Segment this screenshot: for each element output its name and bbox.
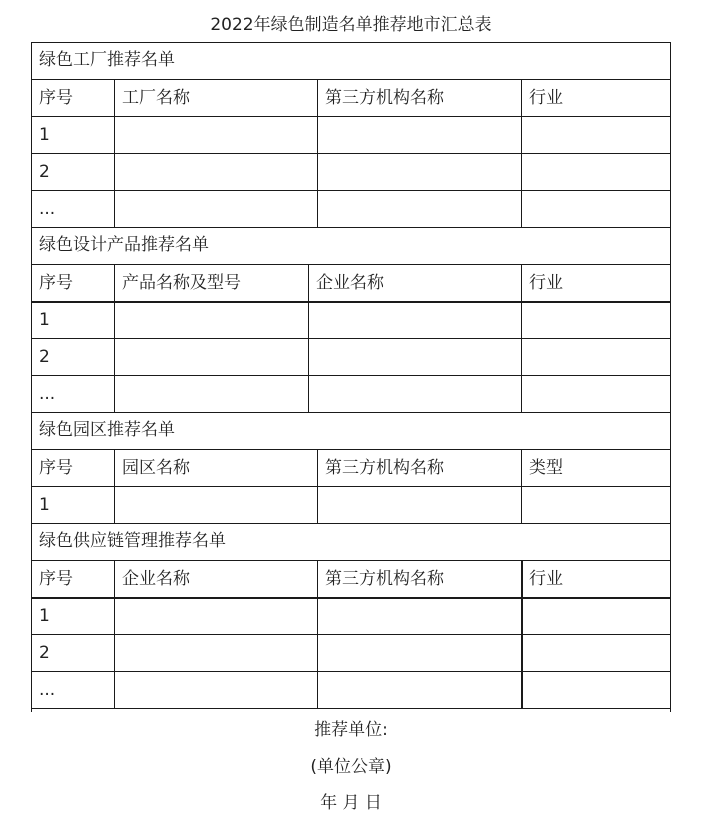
row-divider bbox=[31, 634, 671, 635]
official-seal-label: (单位公章) bbox=[310, 757, 392, 777]
row-divider bbox=[31, 412, 671, 413]
row-divider bbox=[31, 449, 671, 450]
column-header-serial: 序号 bbox=[39, 569, 73, 589]
column-divider bbox=[521, 449, 522, 523]
column-divider bbox=[521, 79, 522, 227]
table-cell-serial: ... bbox=[39, 199, 56, 219]
section-heading: 绿色园区推荐名单 bbox=[39, 420, 175, 440]
column-divider bbox=[317, 79, 318, 227]
table-cell-serial: 1 bbox=[39, 495, 50, 515]
column-header-name: 工厂名称 bbox=[122, 88, 190, 108]
header-divider bbox=[31, 116, 671, 117]
column-header-organization: 第三方机构名称 bbox=[325, 569, 444, 589]
column-header-name: 企业名称 bbox=[122, 569, 190, 589]
header-divider bbox=[31, 301, 671, 303]
column-header-organization: 企业名称 bbox=[316, 273, 384, 293]
table-border-top bbox=[31, 42, 671, 43]
summary-table bbox=[31, 42, 671, 712]
column-header-name: 园区名称 bbox=[122, 458, 190, 478]
row-divider bbox=[31, 227, 671, 228]
table-cell-serial: 2 bbox=[39, 643, 50, 663]
column-divider bbox=[114, 560, 115, 708]
column-divider bbox=[521, 264, 522, 412]
section-heading: 绿色工厂推荐名单 bbox=[39, 50, 175, 70]
table-cell-serial: 2 bbox=[39, 162, 50, 182]
column-header-serial: 序号 bbox=[39, 273, 73, 293]
section-heading: 绿色设计产品推荐名单 bbox=[39, 235, 209, 255]
column-header-organization: 第三方机构名称 bbox=[325, 88, 444, 108]
row-divider bbox=[31, 264, 671, 265]
recommending-unit-label: 推荐单位: bbox=[314, 720, 388, 740]
table-cell-serial: 1 bbox=[39, 606, 50, 626]
column-header-serial: 序号 bbox=[39, 458, 73, 478]
column-divider bbox=[114, 449, 115, 523]
row-divider bbox=[31, 190, 671, 191]
row-divider bbox=[31, 153, 671, 154]
column-divider bbox=[308, 264, 309, 412]
column-header-category: 行业 bbox=[529, 88, 563, 108]
row-divider bbox=[31, 671, 671, 672]
row-divider bbox=[31, 338, 671, 339]
row-divider bbox=[31, 708, 671, 709]
table-cell-serial: 2 bbox=[39, 347, 50, 367]
table-border-left bbox=[31, 42, 32, 712]
column-header-name: 产品名称及型号 bbox=[122, 273, 241, 293]
column-divider bbox=[317, 449, 318, 523]
column-divider bbox=[317, 560, 318, 708]
column-header-category: 类型 bbox=[529, 458, 563, 478]
column-header-organization: 第三方机构名称 bbox=[325, 458, 444, 478]
section-heading: 绿色供应链管理推荐名单 bbox=[39, 531, 226, 551]
date-label: 年 月 日 bbox=[320, 793, 382, 813]
row-divider bbox=[31, 560, 671, 561]
table-border-right bbox=[670, 42, 671, 712]
table-cell-serial: 1 bbox=[39, 125, 50, 145]
column-header-serial: 序号 bbox=[39, 88, 73, 108]
page-title: 2022年绿色制造名单推荐地市汇总表 bbox=[210, 15, 492, 35]
table-cell-serial: ... bbox=[39, 680, 56, 700]
column-divider bbox=[114, 264, 115, 412]
header-divider bbox=[31, 597, 671, 599]
column-header-category: 行业 bbox=[529, 273, 563, 293]
column-header-category: 行业 bbox=[529, 569, 563, 589]
column-divider bbox=[521, 560, 523, 708]
row-divider bbox=[31, 79, 671, 80]
row-divider bbox=[31, 523, 671, 524]
row-divider bbox=[31, 375, 671, 376]
table-cell-serial: 1 bbox=[39, 310, 50, 330]
header-divider bbox=[31, 486, 671, 487]
table-cell-serial: ... bbox=[39, 384, 56, 404]
column-divider bbox=[114, 79, 115, 227]
